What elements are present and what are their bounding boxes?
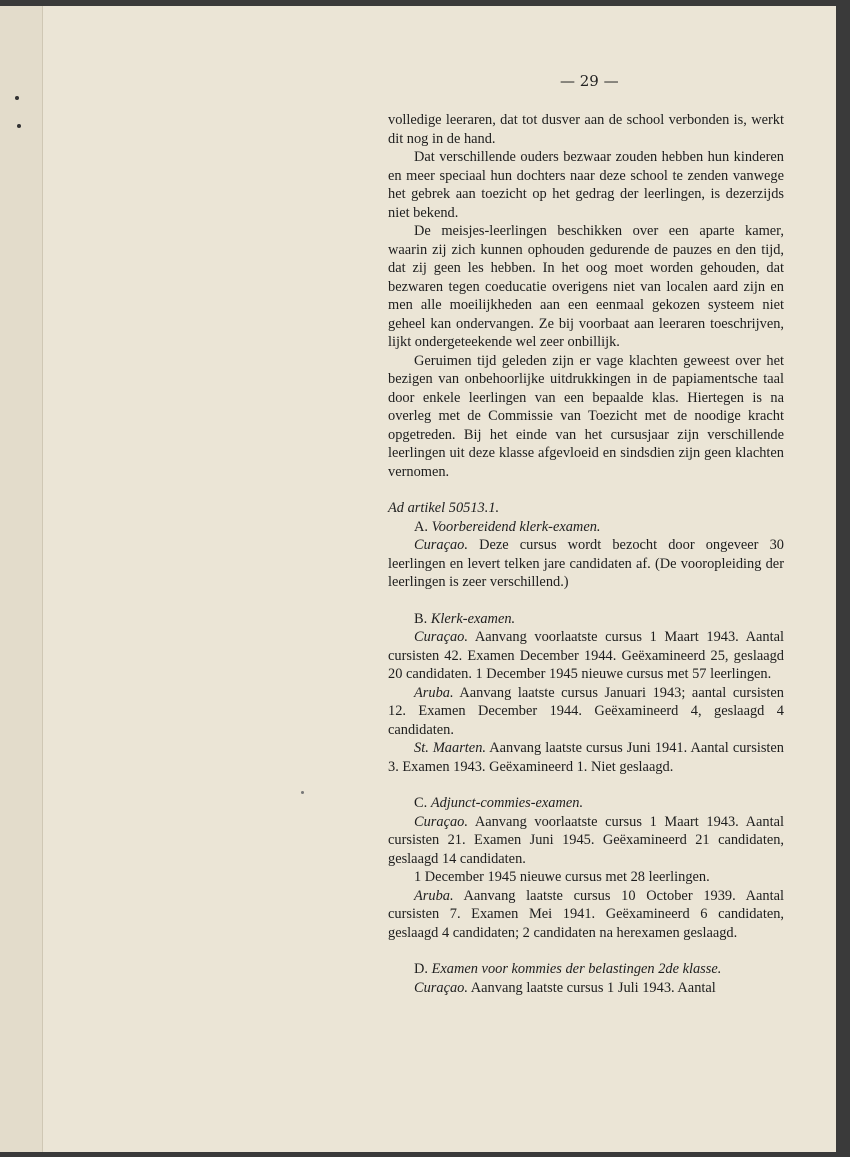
speck <box>17 124 21 128</box>
paragraph: volledige leeraren, dat tot dusver aan de school verbonden is, werkt dit nog in de hand. <box>388 112 784 147</box>
speck <box>15 96 19 100</box>
text-column <box>388 111 784 997</box>
entry-curacao <box>388 813 784 869</box>
section-title: Examen voor kommies der belastingen 2de klasse. <box>431 961 722 977</box>
scanned-page <box>0 6 836 1152</box>
section-c-heading <box>388 794 784 813</box>
spacer <box>388 776 784 794</box>
entry-curacao <box>388 979 784 998</box>
section-title: Klerk-examen. <box>430 610 516 627</box>
place-name: Aruba. <box>414 684 454 701</box>
entry-text: Aanvang laatste cursus Januari 1943; aantal cursisten 12. Examen December 1944. Geëxamineerd 4, geslaagd 4 candidaten. <box>388 684 784 738</box>
entry-text: Aanvang voorlaatste cursus 1 Maart 1943. Aantal cursisten 42. Examen December 1944. Geëxamineerd 25, geslaagd 20 candidaten. 1 December 1945 nieuwe cursus met 57 leerlingen. <box>388 629 784 682</box>
entry-text: Aanvang laatste cursus Juni 1941. Aantal cursisten 3. Examen 1943. Geëxamineerd 1. Niet geslaagd. <box>388 740 784 775</box>
paragraph: Dat verschillende ouders bezwaar zouden hebben hun kinderen en meer speciaal hun dochters naar deze school te zenden vanwege het gebrek aan toezicht op het gedrag der leerlingen, is dezerzijds niet bekend. <box>388 149 784 221</box>
section-b-heading <box>388 610 784 629</box>
entry-curacao <box>388 536 784 592</box>
spacer <box>388 592 784 610</box>
section-label: B. <box>414 610 428 627</box>
place-name: Curaçao. <box>414 813 468 830</box>
entry-aruba <box>388 887 784 943</box>
section-label: D. <box>414 961 428 977</box>
section-title: Voorbereidend klerk-examen. <box>431 518 601 535</box>
section-d-heading <box>388 960 784 979</box>
entry-curacao-new: 1 December 1945 nieuwe cursus met 28 leerlingen. <box>414 869 710 885</box>
entry-st-maarten <box>388 739 784 776</box>
place-name: Aruba. <box>414 887 454 904</box>
paragraph: De meisjes-leerlingen beschikken over een aparte kamer, waarin zij zich kunnen ophouden gedurende de pauzes en den tijd, dat zij geen les hebben. In het oog moet worden gehouden, dat bezwaren tegen coeducatie overigens niet van localen aard zijn en men alle moeilijkheden aan een eenmaal gekozen systeem niet geheel kan ondervangen. Ze bij voorbaat aan leeraren toeschrijven, lijkt ondergeteekende wel zeer onbillijk. <box>388 223 784 350</box>
section-label: A. <box>414 518 428 535</box>
paragraph: Geruimen tijd geleden zijn er vage klachten geweest over het bezigen van onbehoorlijke uitdrukkingen in de papiamentsche taal door enkele leerlingen van een bepaalde klas. Hiertegen is na overleg met de Commissie van Toezicht met de noodige kracht opgetreden. Bij het einde van het cursusjaar zijn verschillende leerlingen uit deze klasse afgevloeid en sindsdien zijn geen klachten vernomen. <box>388 352 784 480</box>
entry-text: Deze cursus wordt bezocht door ongeveer 30 leerlingen en levert telken jare candidaten af. (De vooropleiding der leerlingen is zeer verschillend.) <box>388 537 784 590</box>
entry-text: Aanvang voorlaatste cursus 1 Maart 1943. Aantal cursisten 21. Examen Juni 1945. Geëxamineerd 21 candidaten, geslaagd 14 candidaten. <box>388 813 784 867</box>
place-name: Curaçao. <box>414 537 468 553</box>
place-name: Curaçao. <box>414 979 468 996</box>
spacer <box>388 481 784 499</box>
page-number: — 29 — <box>560 72 619 90</box>
spacer <box>388 942 784 960</box>
binding-edge <box>0 6 43 1152</box>
section-title: Adjunct-commies-examen. <box>430 795 584 811</box>
entry-curacao <box>388 628 784 684</box>
article-heading: Ad artikel 50513.1. <box>388 500 500 516</box>
entry-text: Aanvang laatste cursus 1 Juli 1943. Aantal <box>470 979 716 996</box>
section-a-heading <box>388 518 784 537</box>
entry-aruba <box>388 684 784 740</box>
entry-text: Aanvang laatste cursus 10 October 1939. Aantal cursisten 7. Examen Mei 1941. Geëxamineerd 6 candidaten, geslaagd 4 candidaten; 2 candidaten na herexamen geslaagd. <box>388 887 784 941</box>
place-name: St. Maarten. <box>414 740 486 756</box>
place-name: Curaçao. <box>414 629 468 645</box>
speck <box>301 791 304 794</box>
section-label: C. <box>414 795 428 811</box>
